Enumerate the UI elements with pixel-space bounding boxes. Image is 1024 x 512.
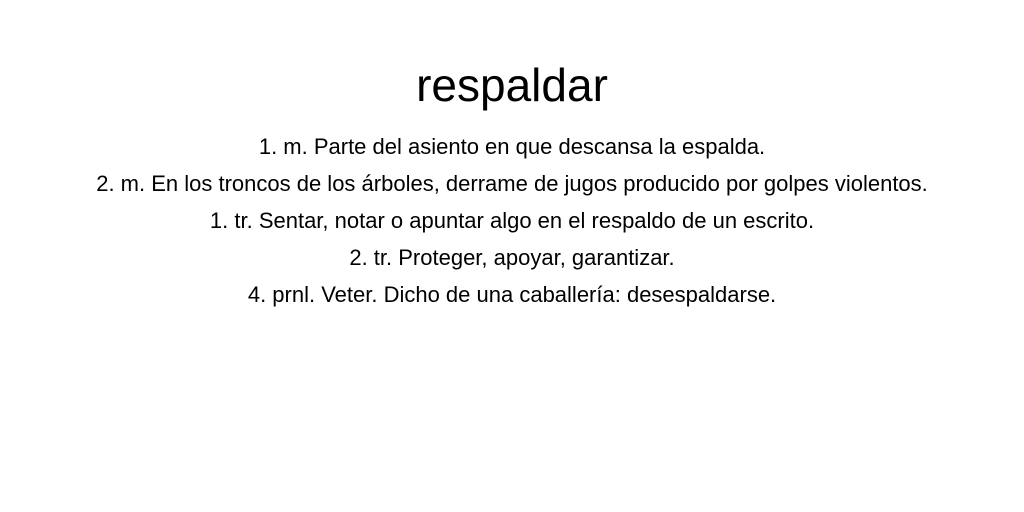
definition-item: 2. tr. Proteger, apoyar, garantizar. — [349, 245, 675, 270]
definition-item: 1. tr. Sentar, notar o apuntar algo en el respaldo de un escrito. — [209, 208, 815, 233]
definition-item: 1. m. Parte del asiento en que descansa la espalda. — [258, 134, 766, 159]
definition-item: 4. prnl. Veter. Dicho de una caballería: desespaldarse. — [247, 282, 777, 307]
definition-list — [84, 128, 940, 313]
definition-item: 2. m. En los troncos de los árboles, derrame de jugos producido por golpes violentos. — [96, 171, 928, 196]
headword-title: respaldar — [416, 59, 608, 111]
